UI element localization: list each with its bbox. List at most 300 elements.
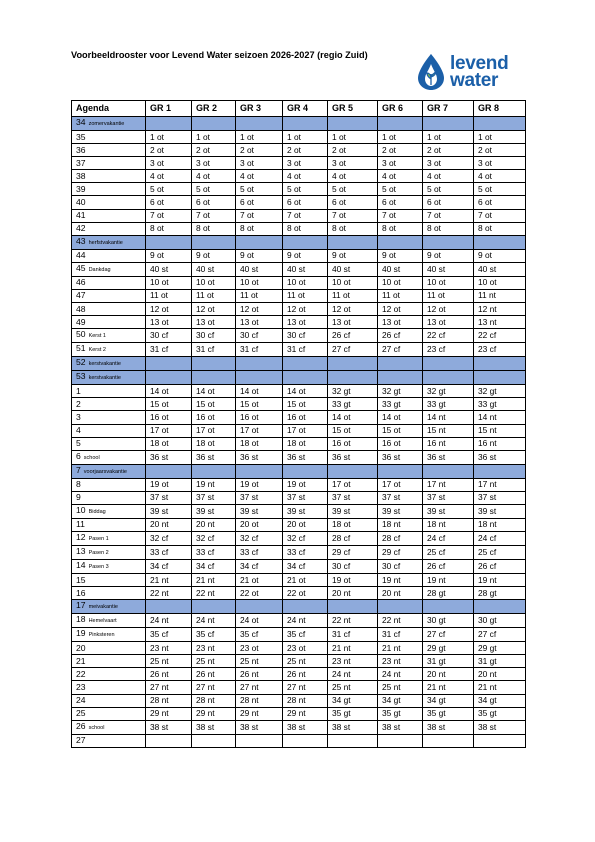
- lesson-cell-gr8: 19 nt: [474, 573, 526, 586]
- lesson-cell-gr3: 1 ot: [236, 131, 283, 144]
- lesson-cell-gr3: 10 ot: [236, 276, 283, 289]
- week-cell: [72, 504, 146, 518]
- lesson-cell-gr7: 23 cf: [423, 343, 474, 357]
- lesson-cell-gr2: [192, 464, 236, 478]
- lesson-cell-gr6: 11 ot: [378, 289, 423, 302]
- column-header-gr1: GR 1: [146, 101, 192, 117]
- header-row: [72, 101, 526, 117]
- lesson-cell-gr8: 25 cf: [474, 545, 526, 559]
- lesson-cell-gr5: [328, 357, 378, 371]
- week-number: 39: [76, 183, 86, 194]
- lesson-cell-gr3: 20 ot: [236, 518, 283, 531]
- lesson-cell-gr7: 5 ot: [423, 183, 474, 196]
- lesson-cell-gr1: 12 ot: [146, 303, 192, 316]
- week-number: 14: [76, 559, 86, 570]
- schedule-table: [71, 100, 526, 748]
- lesson-cell-gr1: 2 ot: [146, 144, 192, 157]
- week-cell: [72, 573, 146, 586]
- lesson-cell-gr1: 9 ot: [146, 249, 192, 262]
- lesson-cell-gr8: 9 ot: [474, 249, 526, 262]
- lesson-cell-gr8: [474, 371, 526, 385]
- lesson-cell-gr7: 31 gt: [423, 655, 474, 668]
- lesson-cell-gr6: 31 cf: [378, 628, 423, 642]
- lesson-cell-gr4: 2 ot: [283, 144, 328, 157]
- lesson-cell-gr2: 7 ot: [192, 209, 236, 222]
- lesson-cell-gr3: 17 ot: [236, 424, 283, 437]
- lesson-cell-gr4: 10 ot: [283, 276, 328, 289]
- lesson-cell-gr6: 9 ot: [378, 249, 423, 262]
- week-number: 1: [76, 385, 81, 396]
- lesson-cell-gr3: 36 st: [236, 450, 283, 464]
- lesson-cell-gr8: 4 ot: [474, 170, 526, 183]
- week-number: 35: [76, 131, 86, 142]
- week-cell: [72, 249, 146, 262]
- lesson-cell-gr5: [328, 734, 378, 747]
- lesson-cell-gr7: 34 gt: [423, 694, 474, 707]
- lesson-cell-gr2: 28 nt: [192, 694, 236, 707]
- lesson-cell-gr3: 40 st: [236, 262, 283, 276]
- lesson-cell-gr3: 32 cf: [236, 531, 283, 545]
- lesson-cell-gr5: 3 ot: [328, 157, 378, 170]
- lesson-cell-gr8: 7 ot: [474, 209, 526, 222]
- lesson-cell-gr6: [378, 464, 423, 478]
- week-cell: [72, 371, 146, 385]
- lesson-cell-gr1: 19 ot: [146, 478, 192, 491]
- lesson-cell-gr5: 34 gt: [328, 694, 378, 707]
- logo-text-water: water: [450, 70, 499, 91]
- lesson-cell-gr6: [378, 600, 423, 614]
- lesson-cell-gr3: 31 cf: [236, 343, 283, 357]
- lesson-cell-gr6: 22 nt: [378, 614, 423, 628]
- lesson-cell-gr8: [474, 235, 526, 249]
- holiday-row: [72, 600, 526, 614]
- week-number: 5: [76, 438, 81, 449]
- lesson-cell-gr8: [474, 734, 526, 747]
- lesson-cell-gr2: 14 ot: [192, 385, 236, 398]
- lesson-cell-gr8: 17 nt: [474, 478, 526, 491]
- lesson-cell-gr8: [474, 357, 526, 371]
- lesson-cell-gr8: 15 nt: [474, 424, 526, 437]
- week-cell: [72, 144, 146, 157]
- lesson-cell-gr1: 7 ot: [146, 209, 192, 222]
- lesson-cell-gr5: 25 nt: [328, 681, 378, 694]
- lesson-cell-gr6: 21 nt: [378, 642, 423, 655]
- lesson-cell-gr7: [423, 371, 474, 385]
- lesson-cell-gr4: 14 ot: [283, 385, 328, 398]
- lesson-cell-gr6: 14 ot: [378, 411, 423, 424]
- lesson-cell-gr1: 13 ot: [146, 316, 192, 329]
- lesson-cell-gr1: [146, 117, 192, 131]
- lesson-cell-gr8: 11 nt: [474, 289, 526, 302]
- lesson-cell-gr7: 30 gt: [423, 614, 474, 628]
- lesson-cell-gr6: 17 ot: [378, 478, 423, 491]
- lesson-cell-gr4: 38 st: [283, 720, 328, 734]
- lesson-cell-gr1: 18 ot: [146, 437, 192, 450]
- table-row: [72, 289, 526, 302]
- lesson-cell-gr1: 21 nt: [146, 573, 192, 586]
- lesson-cell-gr4: 23 ot: [283, 642, 328, 655]
- table-row: [72, 196, 526, 209]
- lesson-cell-gr5: [328, 235, 378, 249]
- lesson-cell-gr6: 2 ot: [378, 144, 423, 157]
- lesson-cell-gr4: 31 cf: [283, 343, 328, 357]
- lesson-cell-gr8: 10 ot: [474, 276, 526, 289]
- lesson-cell-gr7: 25 cf: [423, 545, 474, 559]
- week-number: 20: [76, 642, 86, 653]
- lesson-cell-gr7: 28 gt: [423, 587, 474, 600]
- lesson-cell-gr4: 20 ot: [283, 518, 328, 531]
- lesson-cell-gr7: [423, 600, 474, 614]
- lesson-cell-gr1: 16 ot: [146, 411, 192, 424]
- week-number: 48: [76, 303, 86, 314]
- event-label: Biddag: [88, 508, 106, 515]
- week-cell: [72, 209, 146, 222]
- lesson-cell-gr5: 37 st: [328, 491, 378, 504]
- lesson-cell-gr7: 36 st: [423, 450, 474, 464]
- lesson-cell-gr3: 19 ot: [236, 478, 283, 491]
- lesson-cell-gr8: 24 cf: [474, 531, 526, 545]
- week-cell: [72, 235, 146, 249]
- lesson-cell-gr6: 6 ot: [378, 196, 423, 209]
- lesson-cell-gr7: 10 ot: [423, 276, 474, 289]
- lesson-cell-gr6: 4 ot: [378, 170, 423, 183]
- lesson-cell-gr7: 35 gt: [423, 707, 474, 720]
- table-row: [72, 411, 526, 424]
- lesson-cell-gr3: 35 cf: [236, 628, 283, 642]
- week-cell: [72, 262, 146, 276]
- lesson-cell-gr1: [146, 734, 192, 747]
- week-cell: [72, 491, 146, 504]
- lesson-cell-gr3: 21 ot: [236, 573, 283, 586]
- lesson-cell-gr8: 20 nt: [474, 668, 526, 681]
- lesson-cell-gr6: 19 nt: [378, 573, 423, 586]
- lesson-cell-gr1: 10 ot: [146, 276, 192, 289]
- week-cell: [72, 398, 146, 411]
- lesson-cell-gr6: [378, 371, 423, 385]
- lesson-cell-gr1: 30 cf: [146, 329, 192, 343]
- lesson-cell-gr5: 16 ot: [328, 437, 378, 450]
- lesson-cell-gr7: 4 ot: [423, 170, 474, 183]
- table-row: [72, 398, 526, 411]
- lesson-cell-gr7: 9 ot: [423, 249, 474, 262]
- lesson-cell-gr2: 39 st: [192, 504, 236, 518]
- lesson-cell-gr2: 16 ot: [192, 411, 236, 424]
- week-number: 47: [76, 290, 86, 301]
- lesson-cell-gr6: 27 cf: [378, 343, 423, 357]
- lesson-cell-gr3: 11 ot: [236, 289, 283, 302]
- lesson-cell-gr7: 7 ot: [423, 209, 474, 222]
- week-number: 37: [76, 157, 86, 168]
- holiday-row: [72, 117, 526, 131]
- lesson-cell-gr2: [192, 734, 236, 747]
- week-cell: [72, 183, 146, 196]
- schedule-body: [72, 117, 526, 748]
- lesson-cell-gr2: 6 ot: [192, 196, 236, 209]
- week-cell: [72, 642, 146, 655]
- lesson-cell-gr2: 34 cf: [192, 559, 236, 573]
- lesson-cell-gr6: 39 st: [378, 504, 423, 518]
- week-cell: [72, 600, 146, 614]
- lesson-cell-gr7: [423, 464, 474, 478]
- table-row: [72, 170, 526, 183]
- lesson-cell-gr6: 28 cf: [378, 531, 423, 545]
- week-cell: [72, 531, 146, 545]
- lesson-cell-gr1: 37 st: [146, 491, 192, 504]
- lesson-cell-gr3: 30 cf: [236, 329, 283, 343]
- week-cell: [72, 303, 146, 316]
- lesson-cell-gr4: [283, 371, 328, 385]
- lesson-cell-gr5: [328, 117, 378, 131]
- logo-text-levend: levend: [450, 53, 509, 74]
- lesson-cell-gr5: 33 gt: [328, 398, 378, 411]
- lesson-cell-gr6: 7 ot: [378, 209, 423, 222]
- lesson-cell-gr1: 3 ot: [146, 157, 192, 170]
- table-row: [72, 694, 526, 707]
- lesson-cell-gr8: 8 ot: [474, 222, 526, 235]
- event-label: Kerst 1: [88, 333, 106, 340]
- lesson-cell-gr5: [328, 600, 378, 614]
- lesson-cell-gr2: 30 cf: [192, 329, 236, 343]
- lesson-cell-gr5: 17 ot: [328, 478, 378, 491]
- lesson-cell-gr3: [236, 464, 283, 478]
- event-label: Pasen 1: [88, 535, 109, 542]
- lesson-cell-gr7: 22 cf: [423, 329, 474, 343]
- lesson-cell-gr1: 32 cf: [146, 531, 192, 545]
- week-number: 25: [76, 708, 86, 719]
- lesson-cell-gr4: [283, 734, 328, 747]
- lesson-cell-gr3: 8 ot: [236, 222, 283, 235]
- lesson-cell-gr3: 22 ot: [236, 587, 283, 600]
- lesson-cell-gr7: 33 gt: [423, 398, 474, 411]
- lesson-cell-gr7: 39 st: [423, 504, 474, 518]
- week-cell: [72, 628, 146, 642]
- holiday-label: meivakantie: [88, 604, 118, 611]
- table-row: [72, 707, 526, 720]
- lesson-cell-gr4: 18 ot: [283, 437, 328, 450]
- lesson-cell-gr8: 12 nt: [474, 303, 526, 316]
- lesson-cell-gr1: 38 st: [146, 720, 192, 734]
- lesson-cell-gr4: [283, 357, 328, 371]
- lesson-cell-gr5: 40 st: [328, 262, 378, 276]
- lesson-cell-gr5: 6 ot: [328, 196, 378, 209]
- lesson-cell-gr7: 19 nt: [423, 573, 474, 586]
- lesson-cell-gr5: 29 cf: [328, 545, 378, 559]
- week-number: 53: [76, 371, 86, 382]
- lesson-cell-gr2: 5 ot: [192, 183, 236, 196]
- lesson-cell-gr5: 23 nt: [328, 655, 378, 668]
- lesson-cell-gr5: 22 nt: [328, 614, 378, 628]
- week-cell: [72, 734, 146, 747]
- lesson-cell-gr2: 20 nt: [192, 518, 236, 531]
- lesson-cell-gr1: 22 nt: [146, 587, 192, 600]
- lesson-cell-gr8: 40 st: [474, 262, 526, 276]
- lesson-cell-gr4: 34 cf: [283, 559, 328, 573]
- lesson-cell-gr5: 31 cf: [328, 628, 378, 642]
- lesson-cell-gr3: 6 ot: [236, 196, 283, 209]
- lesson-cell-gr8: 31 gt: [474, 655, 526, 668]
- lesson-cell-gr3: 33 cf: [236, 545, 283, 559]
- lesson-cell-gr1: 4 ot: [146, 170, 192, 183]
- lesson-cell-gr3: 13 ot: [236, 316, 283, 329]
- lesson-cell-gr7: 1 ot: [423, 131, 474, 144]
- week-number: 12: [76, 531, 86, 542]
- lesson-cell-gr6: 15 ot: [378, 424, 423, 437]
- lesson-cell-gr8: 27 cf: [474, 628, 526, 642]
- lesson-cell-gr6: 37 st: [378, 491, 423, 504]
- lesson-cell-gr5: 20 nt: [328, 587, 378, 600]
- table-row: [72, 276, 526, 289]
- lesson-cell-gr5: 2 ot: [328, 144, 378, 157]
- lesson-cell-gr7: 27 cf: [423, 628, 474, 642]
- week-number: 26: [76, 720, 86, 731]
- lesson-cell-gr4: 15 ot: [283, 398, 328, 411]
- lesson-cell-gr6: 18 nt: [378, 518, 423, 531]
- lesson-cell-gr7: 11 ot: [423, 289, 474, 302]
- lesson-cell-gr2: 2 ot: [192, 144, 236, 157]
- week-number: 42: [76, 223, 86, 234]
- lesson-cell-gr3: 23 ot: [236, 642, 283, 655]
- week-cell: [72, 385, 146, 398]
- lesson-cell-gr2: 27 nt: [192, 681, 236, 694]
- lesson-cell-gr5: 26 cf: [328, 329, 378, 343]
- lesson-cell-gr7: 15 nt: [423, 424, 474, 437]
- lesson-cell-gr2: 9 ot: [192, 249, 236, 262]
- lesson-cell-gr6: [378, 734, 423, 747]
- lesson-cell-gr2: 23 nt: [192, 642, 236, 655]
- lesson-cell-gr8: 3 ot: [474, 157, 526, 170]
- lesson-cell-gr2: 13 ot: [192, 316, 236, 329]
- lesson-cell-gr1: 23 nt: [146, 642, 192, 655]
- week-cell: [72, 518, 146, 531]
- lesson-cell-gr1: 5 ot: [146, 183, 192, 196]
- lesson-cell-gr2: 21 nt: [192, 573, 236, 586]
- week-number: 40: [76, 197, 86, 208]
- lesson-cell-gr1: 11 ot: [146, 289, 192, 302]
- lesson-cell-gr7: [423, 235, 474, 249]
- week-cell: [72, 117, 146, 131]
- lesson-cell-gr7: 6 ot: [423, 196, 474, 209]
- lesson-cell-gr6: 3 ot: [378, 157, 423, 170]
- week-number: 16: [76, 587, 86, 598]
- lesson-cell-gr5: 35 gt: [328, 707, 378, 720]
- lesson-cell-gr7: 16 nt: [423, 437, 474, 450]
- week-cell: [72, 694, 146, 707]
- lesson-cell-gr4: 12 ot: [283, 303, 328, 316]
- table-row: [72, 642, 526, 655]
- lesson-cell-gr4: 19 ot: [283, 478, 328, 491]
- lesson-cell-gr1: 36 st: [146, 450, 192, 464]
- lesson-cell-gr5: 32 gt: [328, 385, 378, 398]
- lesson-cell-gr8: 29 gt: [474, 642, 526, 655]
- lesson-cell-gr5: 1 ot: [328, 131, 378, 144]
- week-cell: [72, 131, 146, 144]
- lesson-cell-gr2: 40 st: [192, 262, 236, 276]
- lesson-cell-gr2: 35 cf: [192, 628, 236, 642]
- lesson-cell-gr1: 6 ot: [146, 196, 192, 209]
- lesson-cell-gr1: 39 st: [146, 504, 192, 518]
- lesson-cell-gr3: 15 ot: [236, 398, 283, 411]
- table-row: [72, 144, 526, 157]
- lesson-cell-gr5: 9 ot: [328, 249, 378, 262]
- lesson-cell-gr2: 26 nt: [192, 668, 236, 681]
- lesson-cell-gr4: 24 nt: [283, 614, 328, 628]
- lesson-cell-gr2: 24 nt: [192, 614, 236, 628]
- holiday-label: kerstvakantie: [88, 361, 121, 368]
- lesson-cell-gr4: 32 cf: [283, 531, 328, 545]
- lesson-cell-gr4: 21 ot: [283, 573, 328, 586]
- holiday-label: kerstvakantie: [88, 375, 121, 382]
- week-number: 4: [76, 425, 81, 436]
- week-number: 23: [76, 681, 86, 692]
- lesson-cell-gr7: 8 ot: [423, 222, 474, 235]
- lesson-cell-gr2: [192, 600, 236, 614]
- table-row: [72, 573, 526, 586]
- week-number: 49: [76, 316, 86, 327]
- week-cell: [72, 655, 146, 668]
- week-number: 38: [76, 170, 86, 181]
- lesson-cell-gr4: 35 cf: [283, 628, 328, 642]
- lesson-cell-gr8: 18 nt: [474, 518, 526, 531]
- week-number: 43: [76, 235, 86, 246]
- lesson-cell-gr6: 8 ot: [378, 222, 423, 235]
- lesson-cell-gr3: 9 ot: [236, 249, 283, 262]
- lesson-cell-gr8: [474, 464, 526, 478]
- lesson-cell-gr8: 1 ot: [474, 131, 526, 144]
- table-row: [72, 131, 526, 144]
- lesson-cell-gr6: 1 ot: [378, 131, 423, 144]
- lesson-cell-gr6: 33 gt: [378, 398, 423, 411]
- lesson-cell-gr3: [236, 235, 283, 249]
- event-label: school: [88, 724, 105, 731]
- week-number: 46: [76, 277, 86, 288]
- lesson-cell-gr7: 32 gt: [423, 385, 474, 398]
- column-header-gr4: GR 4: [283, 101, 328, 117]
- week-cell: [72, 437, 146, 450]
- week-number: 22: [76, 668, 86, 679]
- lesson-cell-gr3: 12 ot: [236, 303, 283, 316]
- lesson-cell-gr2: 19 nt: [192, 478, 236, 491]
- table-row: [72, 655, 526, 668]
- lesson-cell-gr4: 1 ot: [283, 131, 328, 144]
- lesson-cell-gr7: 17 nt: [423, 478, 474, 491]
- table-row: [72, 343, 526, 357]
- lesson-cell-gr5: [328, 371, 378, 385]
- lesson-cell-gr4: [283, 235, 328, 249]
- lesson-cell-gr6: 34 gt: [378, 694, 423, 707]
- week-number: 52: [76, 357, 86, 368]
- lesson-cell-gr8: 22 cf: [474, 329, 526, 343]
- lesson-cell-gr4: 3 ot: [283, 157, 328, 170]
- lesson-cell-gr8: 28 gt: [474, 587, 526, 600]
- lesson-cell-gr8: 34 gt: [474, 694, 526, 707]
- lesson-cell-gr5: 24 nt: [328, 668, 378, 681]
- lesson-cell-gr4: 39 st: [283, 504, 328, 518]
- event-label: Hemelvaart: [88, 618, 117, 625]
- week-cell: [72, 343, 146, 357]
- lesson-cell-gr1: 17 ot: [146, 424, 192, 437]
- holiday-row: [72, 371, 526, 385]
- lesson-cell-gr6: 35 gt: [378, 707, 423, 720]
- week-number: 41: [76, 210, 86, 221]
- week-cell: [72, 559, 146, 573]
- table-row: [72, 531, 526, 545]
- lesson-cell-gr3: 2 ot: [236, 144, 283, 157]
- lesson-cell-gr6: 5 ot: [378, 183, 423, 196]
- lesson-cell-gr7: [423, 734, 474, 747]
- table-row: [72, 262, 526, 276]
- lesson-cell-gr8: 13 nt: [474, 316, 526, 329]
- week-cell: [72, 681, 146, 694]
